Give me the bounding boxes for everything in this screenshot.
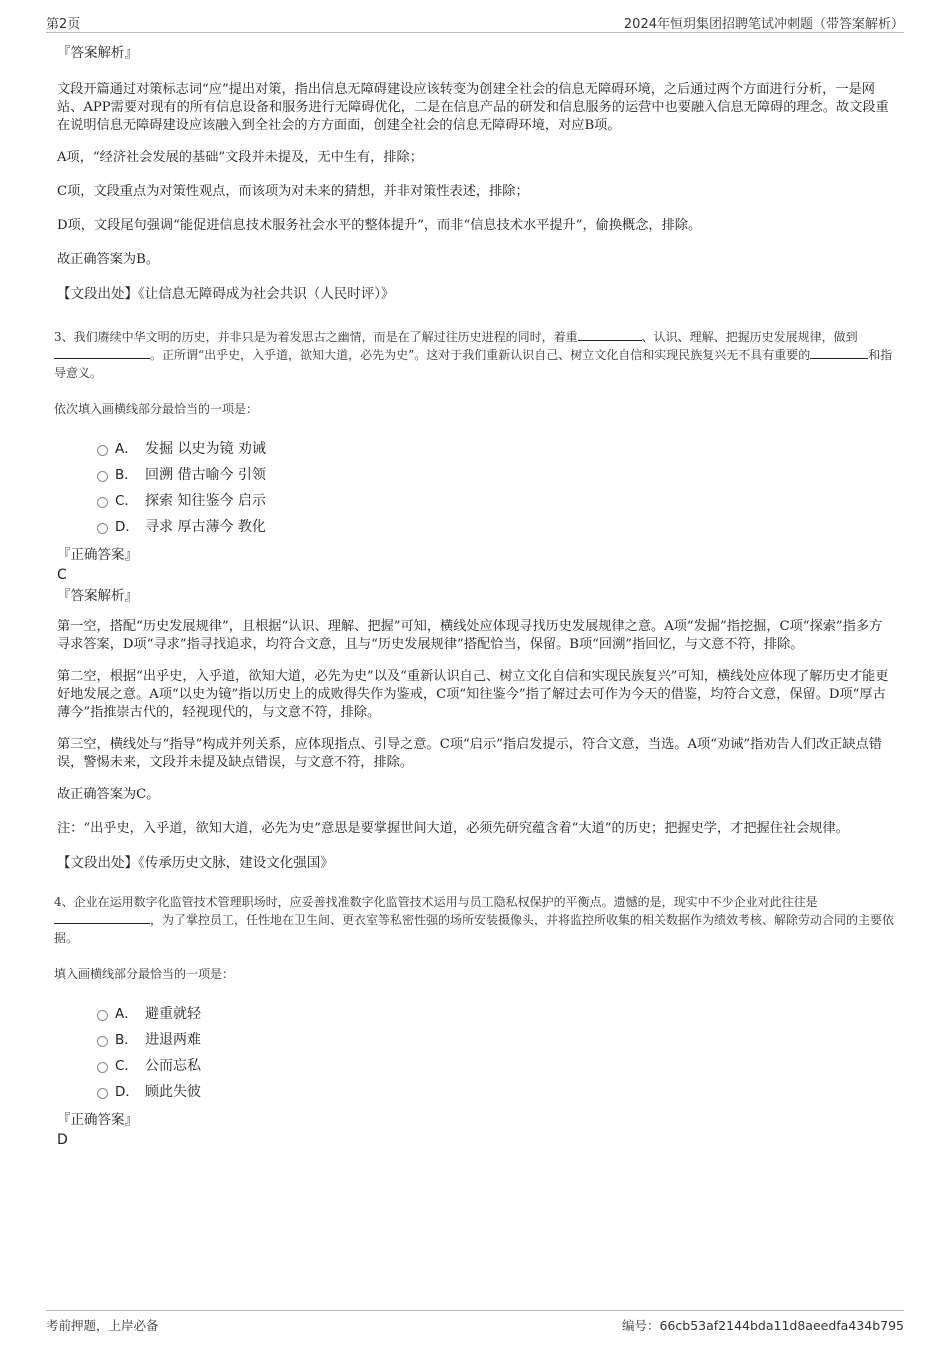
option-text: 顾此失彼 xyxy=(145,1084,201,1100)
q3-analysis-paragraph: 故正确答案为C。 xyxy=(57,787,160,802)
q3-stem-text: 、认识、理解、把握历史发展规律，做到 xyxy=(641,330,858,344)
q3-blank-2 xyxy=(54,346,150,359)
option-letter: C． xyxy=(115,493,138,509)
option-letter: D． xyxy=(115,1084,139,1100)
q3-stem-text: 3、我们赓续中华文明的历史，并非只是为着发思古之幽情，而是在了解过往历史进程的同时，着重 xyxy=(54,330,578,344)
q3-option-a[interactable] xyxy=(97,436,894,462)
option-text: 进退两难 xyxy=(145,1032,201,1048)
q3-analysis-paragraph: 第二空，根据“出乎史，入乎道，欲知大道，必先为史”以及“重新认识自己、树立文化自信和实现民族复兴”可知，横线处应体现了解历史才能更好地发展之意。A项“以史为镜”指以历史上的成败得失作为鉴戒，C项“知往鉴今”指了解过去可作为今天的借鉴，均符合文意，保留。D项“厚古薄今”指推崇古代的，轻视现代的，与文意不符，排除。 xyxy=(57,669,889,720)
radio-icon[interactable] xyxy=(97,471,108,482)
q2-analysis-paragraph: D项，文段尾句强调“能促进信息技术服务社会水平的整体提升”，而非“信息技术水平提升”，偷换概念，排除。 xyxy=(57,218,702,233)
q3-answer-label: 『正确答案』 xyxy=(57,547,138,563)
document-content xyxy=(54,44,895,1152)
q4-option-c[interactable] xyxy=(97,1053,894,1079)
q3-options xyxy=(57,436,894,540)
footer-slogan: 考前押题，上岸必备 xyxy=(46,1318,159,1333)
q2-analysis-paragraph: C项，文段重点为对策性观点，而该项为对未来的猜想，并非对策性表述，排除； xyxy=(57,184,529,199)
page-footer xyxy=(46,1310,904,1335)
option-text: 避重就轻 xyxy=(145,1006,201,1022)
q3-stem xyxy=(54,328,894,382)
radio-icon[interactable] xyxy=(97,1088,108,1099)
radio-icon[interactable] xyxy=(97,523,108,534)
footer-code xyxy=(622,1316,904,1334)
page-number: 第2页 xyxy=(46,17,81,32)
question-3 xyxy=(54,328,894,873)
option-text: 寻求 厚古薄今 教化 xyxy=(145,519,266,535)
q4-stem-text: 4、企业在运用数字化监管技术管理职场时，应妥善找准数字化监管技术运用与员工隐私权保护的平衡点。遗憾的是，现实中不少企业对此往往是 xyxy=(54,895,818,909)
option-letter: B． xyxy=(115,467,138,483)
question-4 xyxy=(54,893,895,1150)
option-letter: D． xyxy=(115,519,139,535)
q3-option-b[interactable] xyxy=(97,462,894,488)
q2-source: 【文段出处】《让信息无障碍成为社会共识（人民时评）》 xyxy=(57,286,395,302)
document-title: 2024年恒玥集团招聘笔试冲刺题（带答案解析） xyxy=(623,17,904,32)
q2-analysis-paragraph: 故正确答案为B。 xyxy=(57,252,160,267)
option-text: 公而忘私 xyxy=(145,1058,201,1074)
option-text: 探索 知往鉴今 启示 xyxy=(145,493,266,509)
option-letter: A． xyxy=(115,1006,138,1022)
q3-analysis-paragraph: 第一空，搭配“历史发展规律”，且根据“认识、理解、把握”可知，横线处应体现寻找历史发展规律之意。A项“发掘”指挖掘，C项“探索”指多方寻求答案，D项“寻求”指寻找追求，均符合文意，且与“历史发展规律”搭配恰当，保留。B项“回溯”指回忆，与文意不符，排除。 xyxy=(57,619,883,652)
q3-source: 【文段出处】《传承历史文脉，建设文化强国》 xyxy=(57,855,334,871)
radio-icon[interactable] xyxy=(97,1010,108,1021)
q3-analysis-paragraph: 第三空，横线处与“指导”构成并列关系，应体现指点、引导之意。C项“启示”指启发提示，符合文意，当选。A项“劝诫”指劝告人们改正缺点错误，警惕未来，文段并未提及缺点错误，与文意不符，排除。 xyxy=(57,737,882,770)
footer-code-value: 66cb53af2144bda11d8aeedfa434b795 xyxy=(659,1318,904,1333)
q3-option-d[interactable] xyxy=(97,514,894,540)
radio-icon[interactable] xyxy=(97,1036,108,1047)
q4-instruction: 填入画横线部分最恰当的一项是： xyxy=(54,967,235,981)
q3-blank-1 xyxy=(578,328,642,341)
q4-option-a[interactable] xyxy=(97,1001,894,1027)
q3-analysis-paragraph: 注：“出乎史，入乎道，欲知大道，必先为史”意思是要掌握世间大道，必须先研究蕴含着“大道”的历史；把握史学，才把握住社会规律。 xyxy=(57,821,849,836)
q3-answer-value: C xyxy=(57,567,67,583)
q2-analysis-section xyxy=(57,44,894,304)
footer-code-label: 编号： xyxy=(621,1318,660,1333)
q4-options xyxy=(57,1001,894,1105)
q4-stem xyxy=(54,893,894,947)
q4-answer-value: D xyxy=(57,1132,68,1148)
option-letter: A． xyxy=(115,441,138,457)
q3-stem-text: 和指导意义。 xyxy=(54,348,893,380)
q3-blank-3 xyxy=(810,346,868,359)
q3-option-c[interactable] xyxy=(97,488,894,514)
option-letter: B． xyxy=(115,1032,138,1048)
q4-stem-text: ，为了掌控员工，任性地在卫生间、更衣室等私密性强的场所安装摄像头，并将监控所收集的相关数据作为绩效考核、解除劳动合同的主要依据。 xyxy=(54,913,895,945)
q3-instruction: 依次填入画横线部分最恰当的一项是： xyxy=(54,402,259,416)
q3-analysis-label: 『答案解析』 xyxy=(57,588,138,604)
q4-option-b[interactable] xyxy=(97,1027,894,1053)
q2-analysis-paragraph: 文段开篇通过对策标志词“应”提出对策，指出信息无障碍建设应该转变为创建全社会的信息无障碍环境，之后通过两个方面进行分析，一是网站、APP需要对现有的所有信息设备和服务进行无障碍优化，二是在信息产品的研发和信息服务的运营中也要融入信息无障碍的理念。故文段重在说明信息无障碍建设应该融入到全社会的方方面面，创建全社会的信息无障碍环境，对应B项。 xyxy=(57,82,889,133)
q2-analysis-paragraph: A项，“经济社会发展的基础”文段并未提及，无中生有，排除； xyxy=(57,150,423,165)
q3-stem-text: 。正所谓“出乎史，入乎道，欲知大道，必先为史”。这对于我们重新认识自己、树立文化自信和实现民族复兴无不具有重要的 xyxy=(150,348,811,362)
q4-blank-1 xyxy=(54,911,150,924)
option-letter: C． xyxy=(115,1058,138,1074)
option-text: 回溯 借古喻今 引领 xyxy=(145,467,266,483)
radio-icon[interactable] xyxy=(97,497,108,508)
q4-option-d[interactable] xyxy=(97,1079,894,1105)
q2-analysis-label: 『答案解析』 xyxy=(57,45,138,61)
page-header xyxy=(46,10,904,33)
radio-icon[interactable] xyxy=(97,1062,108,1073)
option-text: 发掘 以史为镜 劝诫 xyxy=(145,441,266,457)
q4-answer-label: 『正确答案』 xyxy=(57,1112,138,1128)
radio-icon[interactable] xyxy=(97,445,108,456)
